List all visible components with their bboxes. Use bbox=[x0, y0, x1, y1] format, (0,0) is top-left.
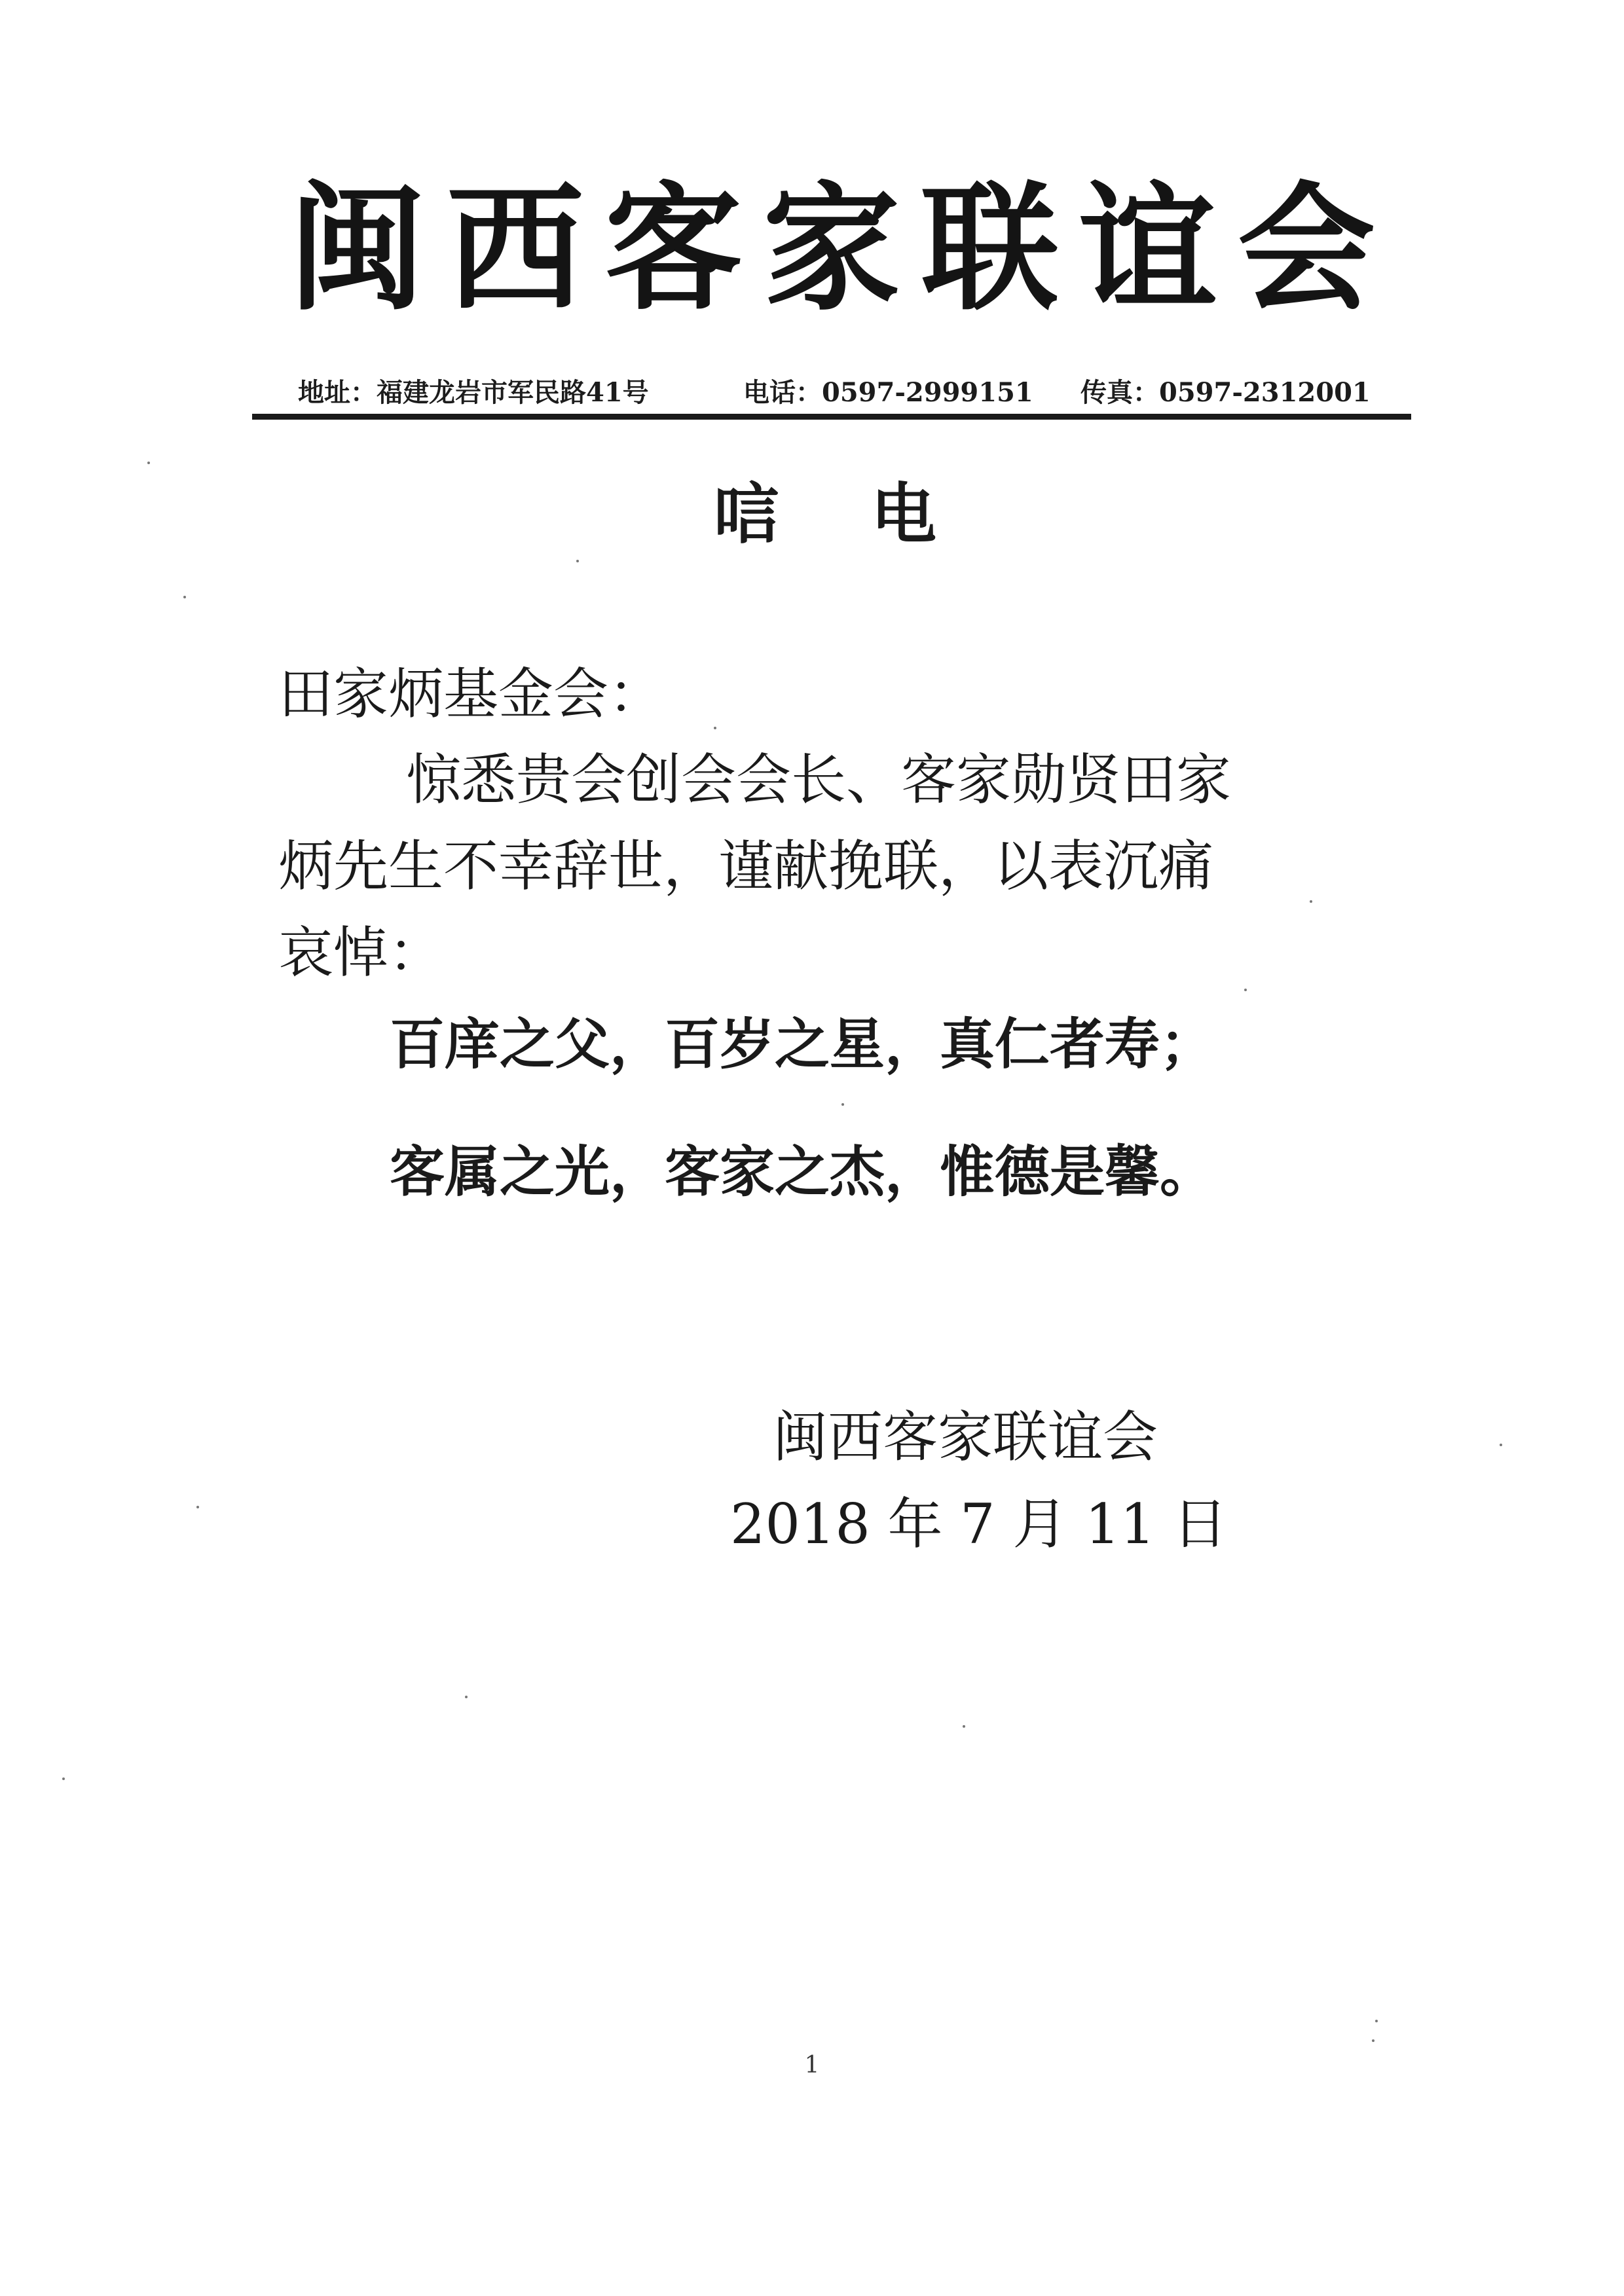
letterhead-contact-bar bbox=[298, 373, 1372, 412]
scan-speck bbox=[1372, 2039, 1375, 2042]
scan-speck bbox=[196, 1506, 199, 1508]
scan-speck bbox=[1375, 2020, 1378, 2022]
scan-speck bbox=[963, 1725, 965, 1728]
scan-speck bbox=[465, 1696, 468, 1698]
body-line: 惊悉贵会创会会长、客家勋贤田家 bbox=[406, 748, 1232, 812]
page-number: 1 bbox=[804, 2052, 820, 2079]
scan-speck bbox=[576, 560, 579, 562]
org-name-char: 客 bbox=[604, 168, 743, 329]
org-name-char: 西 bbox=[446, 168, 584, 329]
body-line: 炳先生不幸辞世，谨献挽联，以表沉痛 bbox=[278, 834, 1214, 898]
letterhead-divider bbox=[252, 414, 1411, 420]
signature: 闽西客家联谊会 bbox=[773, 1405, 1158, 1469]
elegiac-couplet-first: 百庠之父，百岁之星，真仁者寿； bbox=[390, 1011, 1215, 1076]
letterhead-address: 地址：福建龙岩市军民路41号 bbox=[298, 377, 649, 408]
scan-speck bbox=[147, 462, 150, 464]
org-name-char: 家 bbox=[762, 168, 900, 329]
body-line: 哀悼： bbox=[278, 920, 444, 985]
org-name-char: 谊 bbox=[1079, 168, 1217, 329]
scan-speck bbox=[841, 1103, 844, 1106]
scan-speck bbox=[1244, 989, 1247, 991]
scan-speck bbox=[1310, 900, 1312, 903]
salutation: 田家炳基金会： bbox=[278, 662, 664, 726]
letterhead-phone: 电话：0597-2999151 bbox=[743, 377, 1033, 408]
elegiac-couplet-second: 客属之光，客家之杰，惟德是馨。 bbox=[390, 1139, 1215, 1204]
date: 2018 年 7 月 11 日 bbox=[730, 1492, 1228, 1556]
document-type-title bbox=[714, 475, 936, 553]
body-paragraph bbox=[278, 737, 1392, 996]
scan-speck bbox=[62, 1777, 65, 1780]
scan-speck bbox=[714, 727, 716, 729]
scan-speck bbox=[1500, 1444, 1502, 1446]
doc-type-char: 唁 bbox=[714, 475, 779, 553]
letterhead-org-name bbox=[288, 164, 1375, 334]
doc-type-char: 电 bbox=[871, 475, 936, 553]
letterhead-fax: 传真：0597-2312001 bbox=[1080, 377, 1371, 408]
org-name-char: 联 bbox=[921, 168, 1059, 329]
org-name-char: 会 bbox=[1237, 168, 1375, 329]
org-name-char: 闽 bbox=[288, 168, 426, 329]
scan-speck bbox=[183, 596, 186, 598]
